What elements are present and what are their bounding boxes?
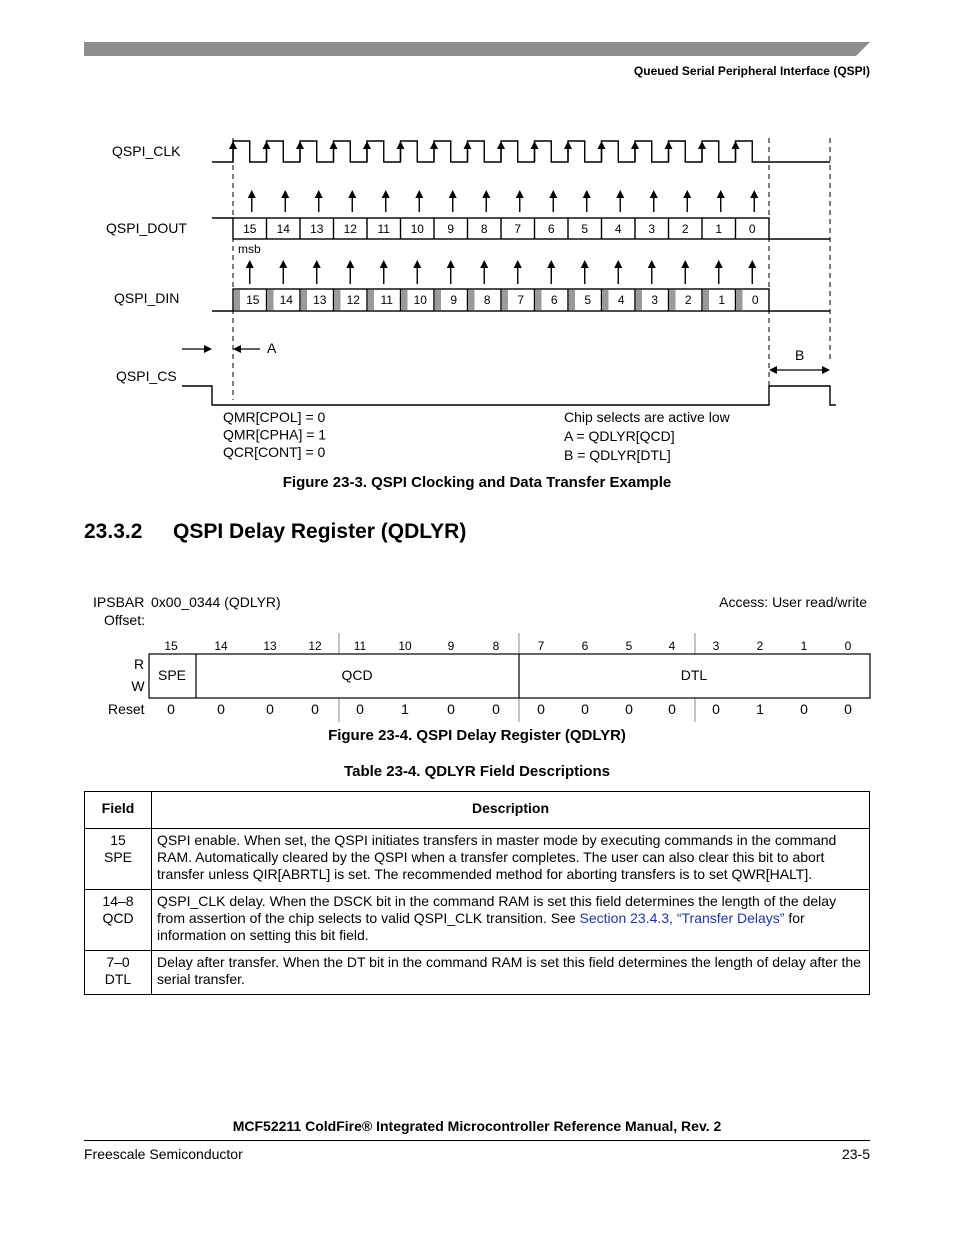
din-bit-label: 3 xyxy=(651,293,659,307)
signal-label: QSPI_CS xyxy=(116,368,177,384)
cs-waveform xyxy=(182,386,836,405)
arrow-head xyxy=(330,141,338,149)
din-bit-label: 2 xyxy=(684,293,692,307)
register-box xyxy=(149,654,870,698)
table-row xyxy=(85,829,870,890)
arrow-head xyxy=(516,190,524,198)
dout-bit-label: 1 xyxy=(715,222,723,236)
dout-bit-label: 7 xyxy=(514,222,522,236)
arrow-head xyxy=(449,190,457,198)
section-link[interactable]: Section 23.4.3, “Transfer Delays” xyxy=(579,910,785,926)
bit-number: 9 xyxy=(447,639,455,653)
section-number: 23.3.2 xyxy=(84,520,143,543)
field-bits: 14–8 xyxy=(102,893,134,909)
arrow-head xyxy=(650,190,658,198)
din-bit-label: 5 xyxy=(584,293,592,307)
arrow-head xyxy=(246,260,254,268)
page-number: 23-5 xyxy=(841,1146,870,1162)
arrow-head xyxy=(683,190,691,198)
din-setup-hatch xyxy=(402,290,408,310)
din-bit-label: 8 xyxy=(483,293,491,307)
label-a: A xyxy=(267,340,277,356)
dout-bit-label: 15 xyxy=(243,222,257,236)
field-bits: 7–0 xyxy=(106,954,130,970)
field-cell xyxy=(85,829,152,890)
figure-caption: Figure 23-3. QSPI Clocking and Data Transfer Example xyxy=(282,474,672,491)
bit-number: 4 xyxy=(668,639,676,653)
reset-value: 0 xyxy=(492,701,500,717)
arrow-head xyxy=(750,190,758,198)
din-bit-label: 13 xyxy=(313,293,327,307)
footer-manual-title: MCF52211 ColdFire® Integrated Microcontroller Reference Manual, Rev. 2 xyxy=(232,1118,722,1134)
dout-bit-label: 13 xyxy=(310,222,324,236)
din-setup-hatch xyxy=(569,290,575,310)
arrow-head xyxy=(482,190,490,198)
arrow-head xyxy=(717,190,725,198)
register-address: 0x00_0344 (QDLYR) xyxy=(151,594,281,610)
mode-note: QMR[CPHA] = 1 xyxy=(223,426,327,443)
arrow-head xyxy=(413,260,421,268)
field-cell xyxy=(85,890,152,951)
header-field: Field xyxy=(85,792,152,829)
arrow-head xyxy=(547,260,555,268)
reset-value: 0 xyxy=(356,701,364,717)
din-setup-hatch xyxy=(536,290,542,310)
arrow-head xyxy=(464,141,472,149)
register-diagram xyxy=(0,625,954,725)
timing-diagram xyxy=(0,0,954,470)
arrow-head xyxy=(296,141,304,149)
section-heading xyxy=(84,520,466,544)
header-description: Description xyxy=(152,792,870,829)
bit-number: 3 xyxy=(712,639,720,653)
dout-bit-label: 4 xyxy=(614,222,622,236)
footer-company: Freescale Semiconductor xyxy=(84,1146,243,1162)
arrow-head xyxy=(822,366,830,374)
arrow-head xyxy=(315,190,323,198)
din-bit-label: 12 xyxy=(346,293,360,307)
reset-value: 0 xyxy=(266,701,274,717)
din-bit-label: 1 xyxy=(718,293,726,307)
dout-bit-label: 10 xyxy=(410,222,424,236)
field-name: DTL xyxy=(104,971,132,987)
din-bit-label: 0 xyxy=(751,293,759,307)
arrow-head xyxy=(648,260,656,268)
arrow-head xyxy=(665,141,673,149)
field-bits: 15 xyxy=(110,832,126,848)
arrow-head xyxy=(363,141,371,149)
dout-bit-label: 3 xyxy=(648,222,656,236)
signal-label: QSPI_DIN xyxy=(114,290,180,306)
description-cell: QSPI_CLK delay. When the DSCK bit in the command RAM is set this field determines the length of the delay from assertion of the chip selects to valid QSPI_CLK transition. See Section 23.4.3, “Transfer Delays” for information on setting this bit field. xyxy=(152,890,870,951)
dout-bit-label: 8 xyxy=(480,222,488,236)
bit-number: 1 xyxy=(800,639,808,653)
arrow-head xyxy=(583,190,591,198)
dout-bit-label: 11 xyxy=(377,222,390,236)
dout-bit-label: 0 xyxy=(748,222,756,236)
bit-number: 15 xyxy=(164,639,178,653)
arrow-head xyxy=(514,260,522,268)
dout-bit-label: 9 xyxy=(447,222,455,236)
reset-value: 0 xyxy=(800,701,808,717)
bit-number: 6 xyxy=(581,639,589,653)
field-name: SPE xyxy=(103,849,132,865)
arrow-head xyxy=(549,190,557,198)
dout-bit-label: 2 xyxy=(681,222,689,236)
reset-value: 1 xyxy=(756,701,764,717)
running-header: Queued Serial Peripheral Interface (QSPI) xyxy=(633,64,870,78)
dout-bit-label: 12 xyxy=(343,222,357,236)
arrow-head xyxy=(313,260,321,268)
bit-number: 0 xyxy=(844,639,852,653)
table-caption: Table 23-4. QDLYR Field Descriptions xyxy=(344,763,610,780)
arrow-head xyxy=(681,260,689,268)
arrow-head xyxy=(698,141,706,149)
arrow-head xyxy=(769,366,777,374)
arrow-head xyxy=(346,260,354,268)
dout-bit-label: 6 xyxy=(547,222,555,236)
din-setup-hatch xyxy=(469,290,475,310)
din-bit-label: 6 xyxy=(550,293,558,307)
arrow-head xyxy=(415,190,423,198)
field-spe: SPE xyxy=(157,667,187,683)
reset-value: 0 xyxy=(311,701,319,717)
arrow-head xyxy=(204,345,212,353)
register-access: Access: User read/write xyxy=(719,594,867,610)
mode-note: QCR[CONT] = 0 xyxy=(223,444,326,460)
din-bit-label: 15 xyxy=(246,293,260,307)
arrow-head xyxy=(233,345,241,353)
arrow-head xyxy=(614,260,622,268)
arrow-head xyxy=(748,260,756,268)
arrow-head xyxy=(531,141,539,149)
din-bit-label: 9 xyxy=(450,293,458,307)
arrow-head xyxy=(616,190,624,198)
arrow-head xyxy=(715,260,723,268)
cs-note: A = QDLYR[QCD] xyxy=(564,428,675,444)
din-bit-label: 7 xyxy=(517,293,525,307)
reset-value: 0 xyxy=(167,701,175,717)
section-title: QSPI Delay Register (QDLYR) xyxy=(173,520,467,543)
din-setup-hatch xyxy=(301,290,307,310)
read-label: R xyxy=(133,656,145,672)
din-setup-hatch xyxy=(335,290,341,310)
mode-note: QMR[CPOL] = 0 xyxy=(223,409,326,425)
signal-label: QSPI_DOUT xyxy=(106,220,187,236)
reset-value: 0 xyxy=(844,701,852,717)
reset-value: 0 xyxy=(447,701,455,717)
din-setup-hatch xyxy=(703,290,709,310)
bit-number: 5 xyxy=(625,639,633,653)
description-cell: QSPI enable. When set, the QSPI initiates transfers in master mode by executing commands in the command RAM. Automatically cleared by the QSPI when a transfer completes. The user can also clear this bit to abort transfer unless QIR[ABRTL] is set. The recommended method for aborting transfers is to set QWR[HALT]. xyxy=(152,829,870,890)
label-b: B xyxy=(795,347,805,363)
signal-label: QSPI_CLK xyxy=(112,143,181,159)
arrow-head xyxy=(631,141,639,149)
description-cell: Delay after transfer. When the DT bit in the command RAM is set this field determines the length of delay after the serial transfer. xyxy=(152,951,870,995)
arrow-head xyxy=(380,260,388,268)
write-label: W xyxy=(131,678,145,694)
arrow-head xyxy=(480,260,488,268)
arrow-head xyxy=(348,190,356,198)
field-cell xyxy=(85,951,152,995)
arrow-head xyxy=(497,141,505,149)
arrow-head xyxy=(598,141,606,149)
din-setup-hatch xyxy=(502,290,508,310)
table-header-row xyxy=(85,792,870,829)
din-bit-label: 4 xyxy=(617,293,625,307)
bit-number: 7 xyxy=(537,639,545,653)
bit-number: 11 xyxy=(353,639,367,653)
reset-label: Reset xyxy=(108,701,145,717)
ipsbar-label: IPSBAR xyxy=(93,594,145,610)
dout-bit-label: 5 xyxy=(581,222,589,236)
din-setup-hatch xyxy=(737,290,743,310)
arrow-head xyxy=(581,260,589,268)
field-dtl: DTL xyxy=(680,667,708,683)
figure-caption: Figure 23-4. QSPI Delay Register (QDLYR) xyxy=(328,727,626,744)
field-name: QCD xyxy=(102,910,134,926)
arrow-head xyxy=(397,141,405,149)
field-descriptions-table xyxy=(84,791,870,995)
bit-number: 2 xyxy=(756,639,764,653)
din-setup-hatch xyxy=(636,290,642,310)
arrow-head xyxy=(281,190,289,198)
clock-waveform xyxy=(212,141,769,162)
table-row xyxy=(85,890,870,951)
arrow-head xyxy=(279,260,287,268)
reset-value: 0 xyxy=(581,701,589,717)
reset-value: 0 xyxy=(712,701,720,717)
arrow-head xyxy=(382,190,390,198)
bit-number: 12 xyxy=(308,639,322,653)
footer-rule xyxy=(84,1140,870,1141)
bit-number: 10 xyxy=(398,639,412,653)
din-setup-hatch xyxy=(670,290,676,310)
arrow-head xyxy=(447,260,455,268)
cs-note: Chip selects are active low xyxy=(564,409,730,425)
arrow-head xyxy=(564,141,572,149)
field-qcd: QCD xyxy=(341,667,373,683)
arrow-head xyxy=(263,141,271,149)
bit-number: 8 xyxy=(492,639,500,653)
msb-label: msb xyxy=(238,242,261,256)
dout-bit-label: 14 xyxy=(276,222,290,236)
reset-value: 0 xyxy=(668,701,676,717)
table-row xyxy=(85,951,870,995)
reset-value: 0 xyxy=(625,701,633,717)
bit-number: 13 xyxy=(263,639,277,653)
cs-note: B = QDLYR[DTL] xyxy=(564,447,671,463)
reset-value: 0 xyxy=(217,701,225,717)
bit-number: 14 xyxy=(214,639,228,653)
arrow-head xyxy=(732,141,740,149)
din-setup-hatch xyxy=(603,290,609,310)
arrow-head xyxy=(430,141,438,149)
arrow-head xyxy=(248,190,256,198)
din-bit-label: 10 xyxy=(413,293,427,307)
din-setup-hatch xyxy=(435,290,441,310)
din-bit-label: 14 xyxy=(279,293,293,307)
din-bit-label: 11 xyxy=(380,293,393,307)
offset-label: Offset: xyxy=(104,612,145,628)
din-setup-hatch xyxy=(368,290,374,310)
din-setup-hatch xyxy=(234,290,240,310)
reset-value: 0 xyxy=(537,701,545,717)
reset-value: 1 xyxy=(401,701,409,717)
din-setup-hatch xyxy=(268,290,274,310)
